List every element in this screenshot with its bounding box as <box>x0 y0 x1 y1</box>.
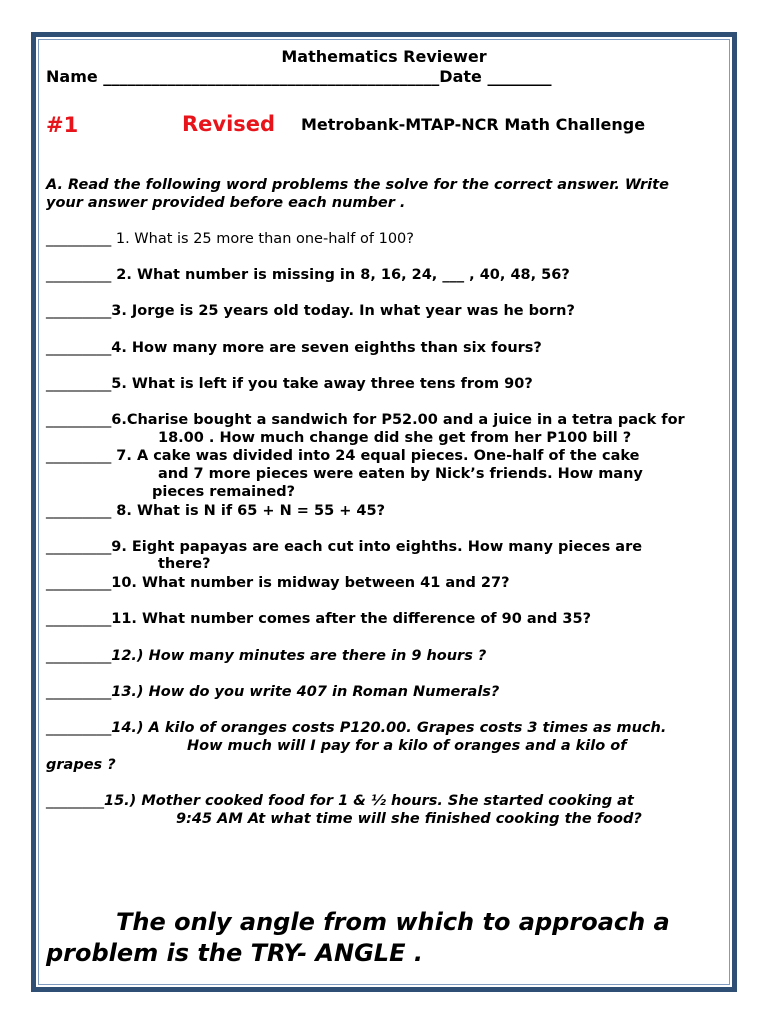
name-date-row <box>46 68 551 86</box>
page-title: Mathematics Reviewer <box>281 47 487 66</box>
instructions-line-2: your answer provided before each number . <box>46 195 406 211</box>
question-15-line-2: 9:45 AM At what time will she finished cooking the food? <box>176 811 642 827</box>
question-10 <box>46 574 510 592</box>
answer-blank[interactable]: _________ <box>46 720 112 736</box>
question-2 <box>46 266 570 284</box>
closing-quote-line-2: problem is the TRY- ANGLE . <box>46 939 423 967</box>
question-6 <box>46 411 685 429</box>
answer-blank[interactable]: _________ <box>46 611 112 627</box>
answer-blank[interactable]: ________ <box>46 793 104 809</box>
answer-blank[interactable]: _________ <box>46 503 112 519</box>
question-14-line-3: grapes ? <box>46 757 116 773</box>
question-text: 3. Jorge is 25 years old today. In what year was he born? <box>111 303 575 319</box>
question-11 <box>46 610 591 628</box>
question-text: 4. How many more are seven eighths than six fours? <box>111 340 542 356</box>
answer-blank[interactable]: _________ <box>46 539 112 555</box>
question-1 <box>46 230 414 248</box>
question-12 <box>46 647 486 665</box>
question-14 <box>46 719 666 737</box>
question-text: 8. What is N if 65 + N = 55 + 45? <box>111 503 386 519</box>
name-field[interactable]: __________________________________________ <box>103 67 440 86</box>
reviewer-number: #1 <box>46 113 79 137</box>
question-7-line-2: and 7 more pieces were eaten by Nick’s friends. How many <box>158 466 643 482</box>
answer-blank[interactable]: _________ <box>46 267 112 283</box>
question-7 <box>46 447 639 465</box>
question-text: 12.) How many minutes are there in 9 hours ? <box>111 648 487 664</box>
question-9 <box>46 538 642 556</box>
answer-blank[interactable]: _________ <box>46 303 112 319</box>
question-15 <box>46 792 634 810</box>
question-7-line-3: pieces remained? <box>152 484 296 500</box>
question-text: 7. A cake was divided into 24 equal pieces. One-half of the cake <box>111 448 640 464</box>
question-14-line-2: How much will I pay for a kilo of oranges and a kilo of <box>187 738 627 754</box>
question-8 <box>46 502 385 520</box>
question-6-line-2: 18.00 . How much change did she get from her P100 bill ? <box>158 430 632 446</box>
question-text: 1. What is 25 more than one-half of 100? <box>111 231 414 247</box>
revised-label: Revised <box>182 112 276 136</box>
closing-quote-line-1: The only angle from which to approach a <box>116 908 670 936</box>
answer-blank[interactable]: _________ <box>46 648 112 664</box>
question-3 <box>46 302 575 320</box>
answer-blank[interactable]: _________ <box>46 412 112 428</box>
question-text: 10. What number is midway between 41 and 27? <box>111 575 510 591</box>
question-5 <box>46 375 533 393</box>
date-label: Date <box>439 67 482 86</box>
question-text: 14.) A kilo of oranges costs P120.00. Grapes costs 3 times as much. <box>111 720 667 736</box>
challenge-title: Metrobank-MTAP-NCR Math Challenge <box>301 115 646 134</box>
answer-blank[interactable]: _________ <box>46 448 112 464</box>
answer-blank[interactable]: _________ <box>46 376 112 392</box>
question-4 <box>46 339 542 357</box>
answer-blank[interactable]: _________ <box>46 575 112 591</box>
question-13 <box>46 683 499 701</box>
question-text: 2. What number is missing in 8, 16, 24, ___ , 40, 48, 56? <box>111 267 570 283</box>
instructions-line-1: A. Read the following word problems the solve for the correct answer. Write <box>46 177 669 193</box>
question-text: 6.Charise bought a sandwich for P52.00 and a juice in a tetra pack for <box>111 412 685 428</box>
date-field[interactable]: ________ <box>487 67 552 86</box>
question-text: 15.) Mother cooked food for 1 & ½ hours. She started cooking at <box>104 793 634 809</box>
question-text: 11. What number comes after the difference of 90 and 35? <box>111 611 591 627</box>
answer-blank[interactable]: _________ <box>46 684 112 700</box>
answer-blank[interactable]: _________ <box>46 340 112 356</box>
answer-blank[interactable]: _________ <box>46 231 112 247</box>
question-text: 13.) How do you write 407 in Roman Numerals? <box>111 684 500 700</box>
question-text: 9. Eight papayas are each cut into eighths. How many pieces are <box>111 539 643 555</box>
question-text: 5. What is left if you take away three tens from 90? <box>111 376 533 392</box>
name-label: Name <box>46 67 98 86</box>
question-9-line-2: there? <box>158 556 211 572</box>
